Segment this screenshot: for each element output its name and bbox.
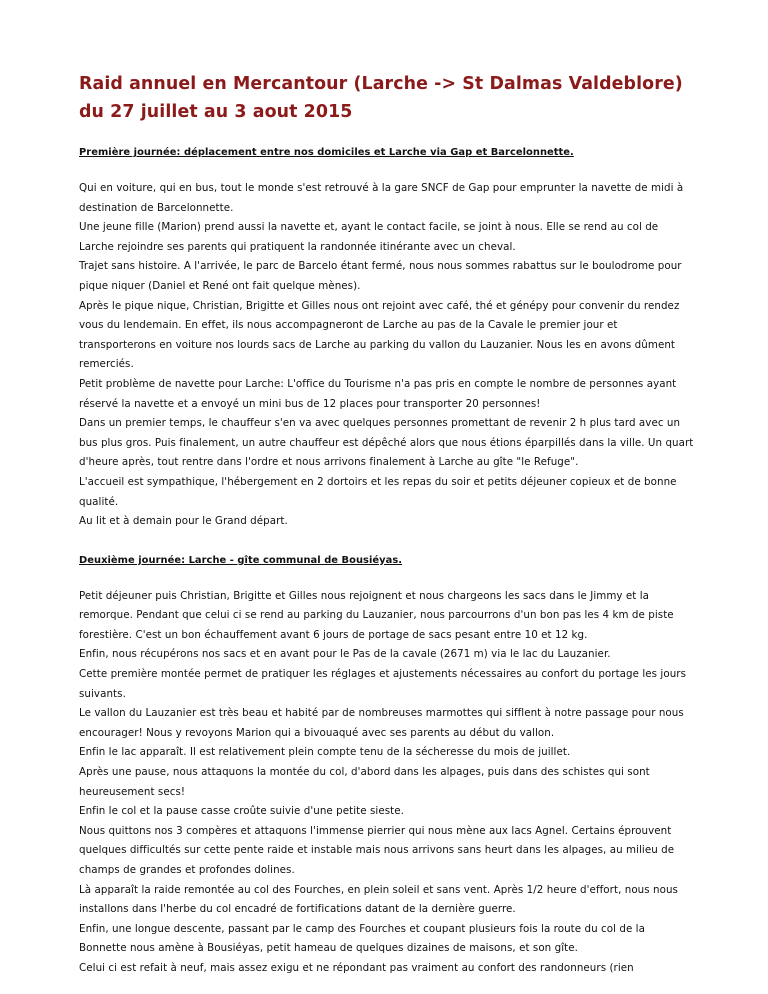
- paragraph: Enfin, nous récupérons nos sacs et en avant pour le Pas de la cavale (2671 m) via le lac du Lauzanier.: [79, 648, 611, 661]
- paragraph: Cette première montée permet de pratiquer les réglages et ajustements nécessaires au confort du portage les jours suivants.: [79, 668, 687, 700]
- paragraph: Dans un premier temps, le chauffeur s'en va avec quelques personnes promettant de revenir 2 h plus tard avec un bus plus gros. Puis finalement, un autre chauffeur est dépêché alors que nous étions éparpillés dans la ville. Un quart d'heure après, tout rentre dans l'ordre et nous arrivons finalement à Larche au gîte "le Refuge".: [79, 417, 694, 469]
- paragraph: Trajet sans histoire. A l'arrivée, le parc de Barcelo étant fermé, nous nous sommes rabattus sur le boulodrome pour pique niquer (Daniel et René ont fait quelque mènes).: [79, 260, 682, 292]
- paragraph: Après une pause, nous attaquons la montée du col, d'abord dans les alpages, puis dans des schistes qui sont heureusement secs!: [79, 766, 650, 798]
- section-heading: Première journée: déplacement entre nos domiciles et Larche via Gap et Barcelonnette.: [79, 147, 574, 158]
- paragraph: Enfin le lac apparaît. Il est relativement plein compte tenu de la sécheresse du mois de juillet.: [79, 746, 571, 759]
- section-body: [79, 179, 694, 532]
- section-day-2: [79, 554, 694, 979]
- paragraph: Après le pique nique, Christian, Brigitte et Gilles nous ont rejoint avec café, thé et génépy pour convenir du rendez vous du lendemain. En effet, ils nous accompagneront de Larche au pas de la Cavale le premier jour et transporterons en voiture nos lourds sacs de Larche au parking du vallon du Lauzanier. Nous les en avons dûment remerciés.: [79, 299, 680, 371]
- section-heading: Deuxième journée: Larche - gîte communal de Bousiéyas.: [79, 554, 403, 566]
- section-body: [79, 587, 694, 979]
- paragraph: Enfin le col et la pause casse croûte suivie d'une petite sieste.: [79, 805, 404, 818]
- paragraph: Là apparaît la raide remontée au col des Fourches, en plein soleil et sans vent. Après 1/2 heure d'effort, nous nous installons dans l'herbe du col encadré de fortifications datant de la dernière guerre.: [79, 883, 678, 916]
- paragraph: Le vallon du Lauzanier est très beau et habité par de nombreuses marmottes qui sifflent à notre passage pour nous encourager! Nous y revoyons Marion qui a bivouaqué avec ses parents au début du vallon.: [79, 707, 684, 739]
- paragraph: Petit problème de navette pour Larche: L'office du Tourisme n'a pas pris en compte le nombre de personnes ayant réservé la navette et a envoyé un mini bus de 12 places pour transporter 20 personnes!: [79, 377, 677, 410]
- document-page: [79, 70, 694, 979]
- paragraph: Au lit et à demain pour le Grand départ.: [79, 515, 288, 528]
- paragraph: Une jeune fille (Marion) prend aussi la navette et, ayant le contact facile, se joint à nous. Elle se rend au col de Larche rejoindre ses parents qui pratiquent la randonnée itinérante avec un cheval.: [79, 221, 659, 253]
- paragraph: Qui en voiture, qui en bus, tout le monde s'est retrouvé à la gare SNCF de Gap pour emprunter la navette de midi à destination de Barcelonnette.: [79, 182, 684, 214]
- paragraph: L'accueil est sympathique, l'hébergement en 2 dortoirs et les repas du soir et petits déjeuner copieux et de bonne qualité.: [79, 475, 677, 508]
- document-title: Raid annuel en Mercantour (Larche -> St Dalmas Valdeblore) du 27 juillet au 3 aout 2015: [79, 74, 683, 122]
- paragraph: Petit déjeuner puis Christian, Brigitte et Gilles nous rejoignent et nous chargeons les sacs dans le Jimmy et la remorque. Pendant que celui ci se rend au parking du Lauzanier, nous parcourrons d'un bon pas les 4 km de piste forestière. C'est un bon échauffement avant 6 jours de portage de sacs pesant entre 10 et 12 kg.: [79, 589, 674, 641]
- paragraph: Nous quittons nos 3 compères et attaquons l'immense pierrier qui nous mène aux lacs Agnel. Certains éprouvent quelques difficultés sur cette pente raide et instable mais nous arrivons sans heurt dans les alpages, au milieu de champs de grandes et profondes dolines.: [79, 824, 675, 876]
- section-day-1: [79, 146, 694, 532]
- paragraph: Enfin, une longue descente, passant par le camp des Fourches et coupant plusieurs fois la route du col de la Bonnette nous amène à Bousiéyas, petit hameau de quelques dizaines de maisons, et son gîte.: [79, 922, 645, 955]
- paragraph: Celui ci est refait à neuf, mais assez exigu et ne répondant pas vraiment au confort des randonneurs (rien: [79, 961, 634, 974]
